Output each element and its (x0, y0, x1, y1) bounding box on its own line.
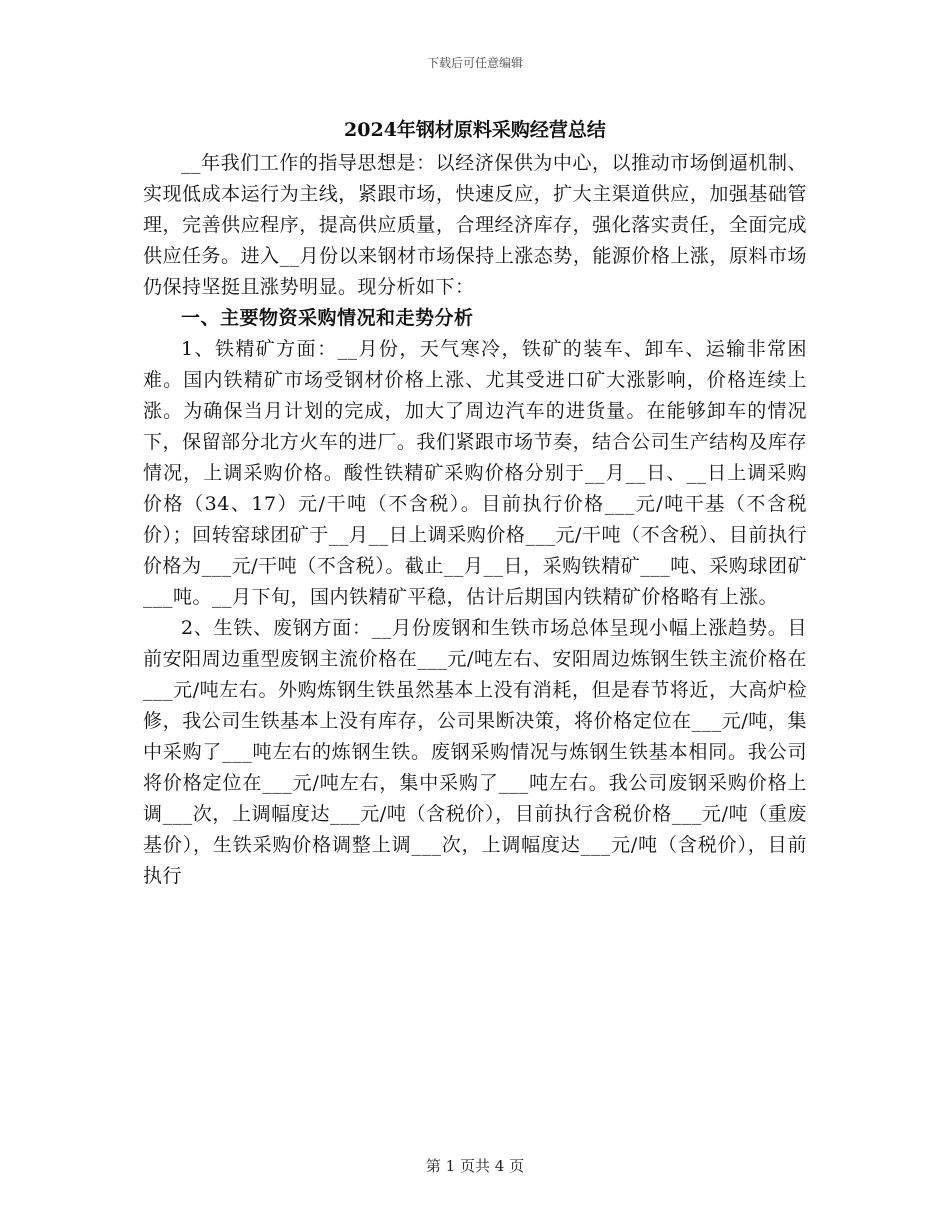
document-title: 2024年钢材原料采购经营总结 (344, 119, 606, 141)
paragraph-pig-iron-scrap: 2、生铁、废钢方面：__月份废钢和生铁市场总体呈现小幅上涨趋势。目前安阳周边重型废钢主流价格在___元/吨左右、安阳周边炼钢生铁主流价格在___元/吨左右。外购炼钢生铁虽然基本上没有消耗，但是春节将近，大高炉检修，我公司生铁基本上没有库存，公司果断决策，将价格定位在___元/吨，集中采购了___吨左右的炼钢生铁。废钢采购情况与炼钢生铁基本相同。我公司将价格定位在___元/吨左右，集中采购了___吨左右。我公司废钢采购价格上调___次，上调幅度达___元/吨（含税价），目前执行含税价格___元/吨（重废基价），生铁采购价格调整上调___次，上调幅度达___元/吨（含税价），目前执行 (143, 617, 807, 887)
intro-paragraph: __年我们工作的指导思想是：以经济保供为中心，以推动市场倒逼机制、实现低成本运行为主线，紧跟市场，快速反应，扩大主渠道供应，加强基础管理，完善供应程序，提高供应质量，合理经济库存，强化落实责任，全面完成供应任务。进入__月份以来钢材市场保持上涨态势，能源价格上涨，原料市场仍保持坚挺且涨势明显。现分析如下： (143, 152, 807, 298)
page-header-note: 下载后可任意编辑 (426, 56, 523, 70)
paragraph-iron-ore: 1、铁精矿方面：__月份，天气寒冷，铁矿的装车、卸车、运输非常困难。国内铁精矿市场受钢材价格上涨、尤其受进口矿大涨影响，价格连续上涨。为确保当月计划的完成，加大了周边汽车的进货量。在能够卸车的情况下，保留部分北方火车的进厂。我们紧跟市场节奏，结合公司生产结构及库存情况，上调采购价格。酸性铁精矿采购价格分别于__月__日、__日上调采购价格（34、17）元/干吨（不含税）。目前执行价格___元/吨干基（不含税价）；回转窑球团矿于__月__日上调采购价格___元/干吨（不含税）、目前执行价格为___元/干吨（不含税）。截止__月__日，采购铁精矿___吨、采购球团矿___吨。__月下旬，国内铁精矿平稳，估计后期国内铁精矿价格略有上涨。 (143, 338, 807, 608)
document-body (143, 112, 807, 892)
section-heading: 一、主要物资采购情况和走势分析 (181, 307, 474, 329)
page-number: 第 1 页共 4 页 (425, 1157, 525, 1175)
